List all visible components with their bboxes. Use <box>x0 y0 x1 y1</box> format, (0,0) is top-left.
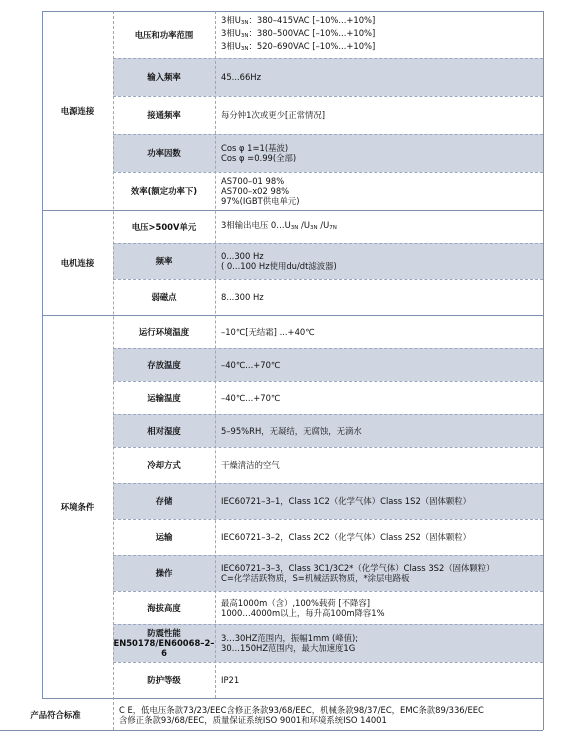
row-divider <box>113 555 543 556</box>
spec-label: 电压和功率范围 <box>113 11 215 58</box>
right-border <box>543 11 544 730</box>
spec-value <box>215 315 543 348</box>
spec-label: 效率(额定功率下) <box>113 172 215 210</box>
spec-label: 海拔高度 <box>113 591 215 624</box>
spec-value-line: 8...300 Hz <box>221 292 264 302</box>
category-divider <box>113 11 114 730</box>
spec-value <box>215 210 543 243</box>
spec-value <box>215 348 543 381</box>
spec-value-line: IEC60721–3–3，Class 3C1/3C2*（化学气体）Class 3S2（固体颗粒） <box>221 563 495 573</box>
compliance-value <box>113 700 543 730</box>
spec-value-line: 3相输出电压 $0\dots U_{3N}$ $/U_{3N}$ $/U_{7N}$ <box>221 220 337 231</box>
row-divider <box>113 96 543 97</box>
spec-value <box>215 447 543 483</box>
spec-value-line: –40℃...+70℃ <box>221 392 281 403</box>
spec-label: 运输 <box>113 519 215 555</box>
spec-value-line: Cos φ 1=1(基波) <box>221 143 289 153</box>
spec-value-line: IEC60721–3–2，Class 2C2（化学气体）Class 2S2（固体颗粒） <box>221 532 472 542</box>
compliance-line: 含修正条款93/68/EEC，质量保证系统ISO 9001和环境系统ISO 14001 <box>119 715 387 725</box>
group-divider <box>42 11 543 12</box>
spec-value-line: 每分钟1次或更少[正常情况] <box>221 110 325 120</box>
label-divider <box>215 11 216 698</box>
spec-value-line: 1000…4000m以上，每升高100m降容1% <box>221 607 385 618</box>
spec-value <box>215 381 543 414</box>
spec-value <box>215 134 543 172</box>
row-divider <box>113 348 543 349</box>
spec-value-line: 3…30HZ范围内，振幅1mm (峰值); <box>221 633 359 643</box>
spec-label: 运行环境温度 <box>113 315 215 348</box>
group-divider <box>42 315 543 316</box>
row-divider <box>113 58 543 59</box>
spec-value-line: 30…150HZ范围内，最大加速度1G <box>221 643 356 653</box>
spec-value <box>215 11 543 58</box>
spec-value-line: Cos φ =0.99(全部) <box>221 153 297 163</box>
spec-value <box>215 591 543 624</box>
spec-label: 防护等级 <box>113 662 215 698</box>
spec-value-line: –40℃...+70℃ <box>221 359 281 370</box>
row-divider <box>113 414 543 415</box>
row-divider <box>113 624 543 625</box>
compliance-line: C E，低电压条款73/23/EEC含修正条款93/68/EEC，机械条款98/37/EC，EMC条款89/336/EEC <box>119 705 484 715</box>
spec-label: 接通频率 <box>113 96 215 134</box>
spec-value-line: 3相$U_{3N}$：520–690VAC [–10%...+10%] <box>221 41 376 52</box>
spec-label: 相对湿度 <box>113 414 215 447</box>
spec-label: 输入频率 <box>113 58 215 96</box>
spec-value-line: 最高1000m（含）,100%载荷 [不降容] <box>221 597 371 608</box>
spec-value-line: –10℃[无结霜] ...+40℃ <box>221 326 315 337</box>
spec-value <box>215 243 543 279</box>
spec-value <box>215 414 543 447</box>
row-divider <box>113 243 543 244</box>
category-label: 电机连接 <box>42 210 113 315</box>
row-divider <box>113 447 543 448</box>
spec-value <box>215 555 543 591</box>
spec-label: 存储 <box>113 483 215 519</box>
spec-label: 电压>500V单元 <box>113 210 215 243</box>
spec-value <box>215 662 543 698</box>
spec-value-line: 97%(IGBT供电单元) <box>221 196 300 206</box>
spec-label: 操作 <box>113 555 215 591</box>
spec-value <box>215 58 543 96</box>
spec-label: 功率因数 <box>113 134 215 172</box>
spec-value-line: 0...300 Hz <box>221 251 264 261</box>
row-divider <box>113 134 543 135</box>
row-divider <box>113 279 543 280</box>
row-divider <box>113 591 543 592</box>
spec-label: 频率 <box>113 243 215 279</box>
spec-value-line: 3相$U_{3N}$：380–500VAC [–10%...+10%] <box>221 28 376 39</box>
spec-value-line: 3相$U_{3N}$：380–415VAC [–10%...+10%] <box>221 15 376 26</box>
spec-value-line: IP21 <box>221 675 240 685</box>
spec-value-line: 5–95%RH，无凝结，无腐蚀，无滴水 <box>221 425 362 436</box>
spec-label: 运输温度 <box>113 381 215 414</box>
spec-value-line: 干燥清洁的空气 <box>221 460 280 470</box>
row-divider <box>113 483 543 484</box>
spec-value-line: AS700–x02 98% <box>221 186 290 196</box>
row-divider <box>113 172 543 173</box>
spec-value-line: 45...66Hz <box>221 72 261 82</box>
category-label: 环境条件 <box>42 315 113 698</box>
spec-value-line: AS700–01 98% <box>221 176 285 186</box>
spec-value-line: ( 0...100 Hz使用du/dt滤波器) <box>221 261 337 271</box>
group-divider <box>42 210 543 211</box>
row-divider <box>113 662 543 663</box>
spec-label: 弱磁点 <box>113 279 215 315</box>
row-divider <box>113 519 543 520</box>
spec-value <box>215 172 543 210</box>
spec-value <box>215 483 543 519</box>
spec-label: 冷却方式 <box>113 447 215 483</box>
category-label: 电源连接 <box>42 11 113 210</box>
spec-value <box>215 624 543 662</box>
left-border <box>42 11 43 698</box>
group-divider <box>42 698 543 699</box>
spec-value-line: IEC60721–3–1，Class 1C2（化学气体）Class 1S2（固体颗粒） <box>221 496 472 506</box>
spec-label: 存放温度 <box>113 348 215 381</box>
row-divider <box>113 381 543 382</box>
spec-label: 防震性能 EN50178/EN60068–2–6 <box>113 624 215 662</box>
spec-value <box>215 519 543 555</box>
spec-value-line: C=化学活跃物质，S=机械活跃物质，*涂层电路板 <box>221 573 410 583</box>
compliance-label: 产品符合标准 <box>0 700 111 730</box>
spec-value <box>215 279 543 315</box>
spec-value <box>215 96 543 134</box>
